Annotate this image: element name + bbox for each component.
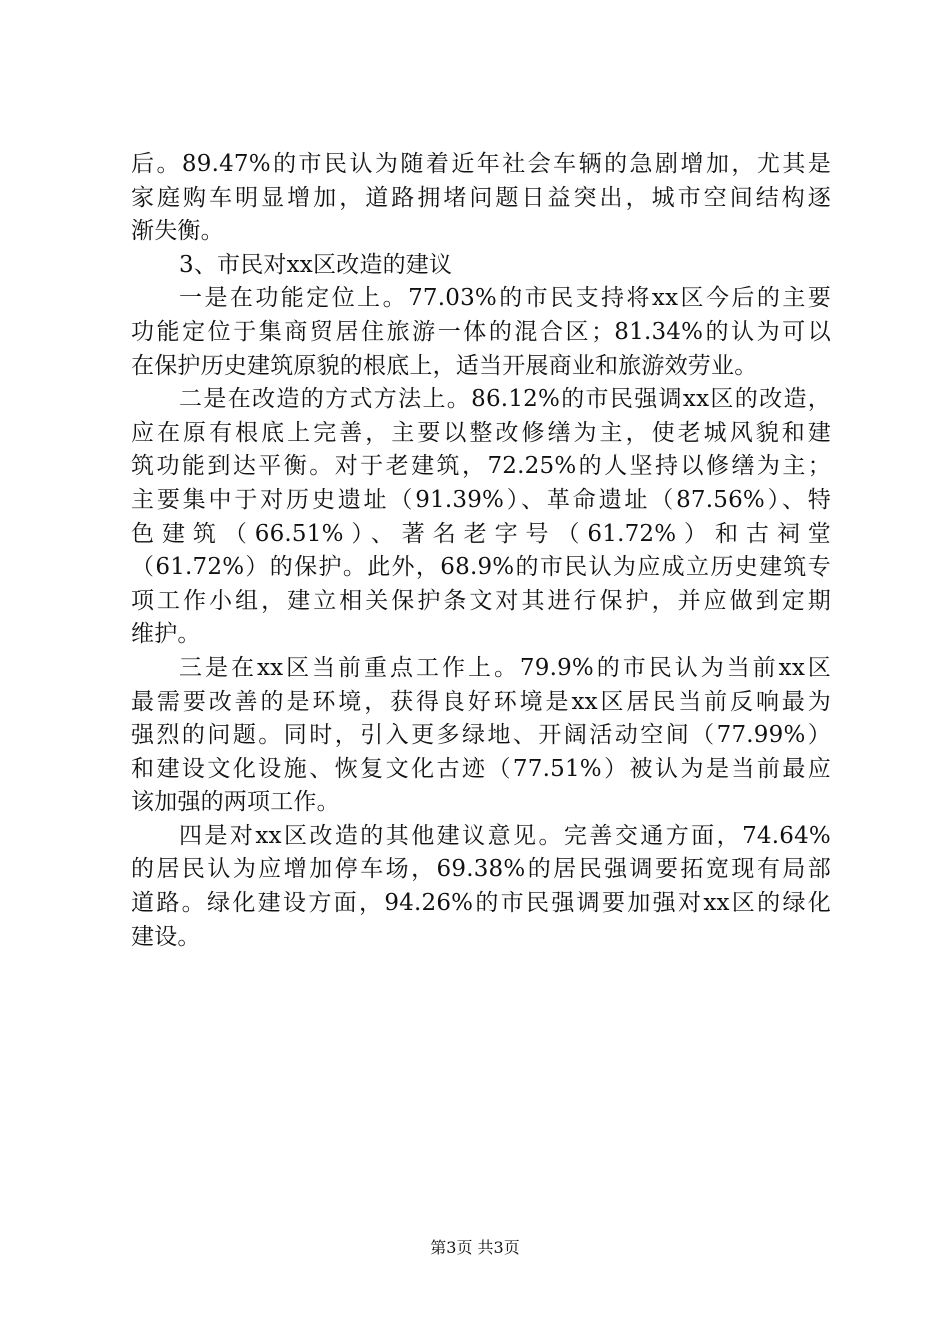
text-line: 色建筑（66.51%）、著名老字号（61.72%）和古祠堂: [131, 520, 831, 547]
text-line: 一是在功能定位上。77.03%的市民支持将xx区今后的主要: [179, 285, 831, 312]
text-line: 最需要改善的是环境，获得良好环境是xx区居民当前反响最为: [131, 688, 831, 715]
document-body: [131, 148, 831, 954]
section-heading: 3、市民对xx区改造的建议: [179, 251, 453, 278]
text-line: 家庭购车明显增加，道路拥堵问题日益突出，城市空间结构逐: [131, 184, 831, 211]
page-number-footer: 第3页 共3页: [430, 1238, 520, 1257]
text-line: 四是对xx区改造的其他建议意见。完善交通方面，74.64%: [179, 822, 831, 849]
text-line: 建设。: [131, 923, 201, 950]
text-line: 功能定位于集商贸居住旅游一体的混合区；81.34%的认为可以: [131, 318, 831, 345]
text-line: 在保护历史建筑原貌的根底上，适当开展商业和旅游效劳业。: [131, 352, 758, 379]
text-line: 的居民认为应增加停车场，69.38%的居民强调要拓宽现有局部: [131, 856, 831, 883]
text-line: 和建设文化设施、恢复文化古迹（77.51%）被认为是当前最应: [131, 755, 831, 782]
text-line: 渐失衡。: [131, 218, 224, 245]
text-line: 主要集中于对历史遗址（91.39%）、革命遗址（87.56%）、特: [131, 486, 831, 513]
text-line: 道路。绿化建设方面，94.26%的市民强调要加强对xx区的绿化: [131, 890, 831, 917]
text-line: （61.72%）的保护。此外，68.9%的市民认为应成立历史建筑专: [131, 554, 831, 581]
text-line: 强烈的问题。同时，引入更多绿地、开阔活动空间（77.99%）: [131, 722, 831, 749]
text-line: 维护。: [131, 621, 201, 648]
text-line: 该加强的两项工作。: [131, 789, 340, 816]
text-line: 项工作小组，建立相关保护条文对其进行保护，并应做到定期: [131, 587, 831, 614]
text-line: 三是在xx区当前重点工作上。79.9%的市民认为当前xx区: [179, 654, 831, 681]
text-line: 二是在改造的方式方法上。86.12%的市民强调xx区的改造，: [179, 386, 831, 413]
text-line: 应在原有根底上完善，主要以整改修缮为主，使老城风貌和建: [131, 419, 831, 446]
text-line: 筑功能到达平衡。对于老建筑，72.25%的人坚持以修缮为主；: [131, 453, 831, 480]
text-line: 后。89.47%的市民认为随着近年社会车辆的急剧增加，尤其是: [131, 151, 831, 177]
